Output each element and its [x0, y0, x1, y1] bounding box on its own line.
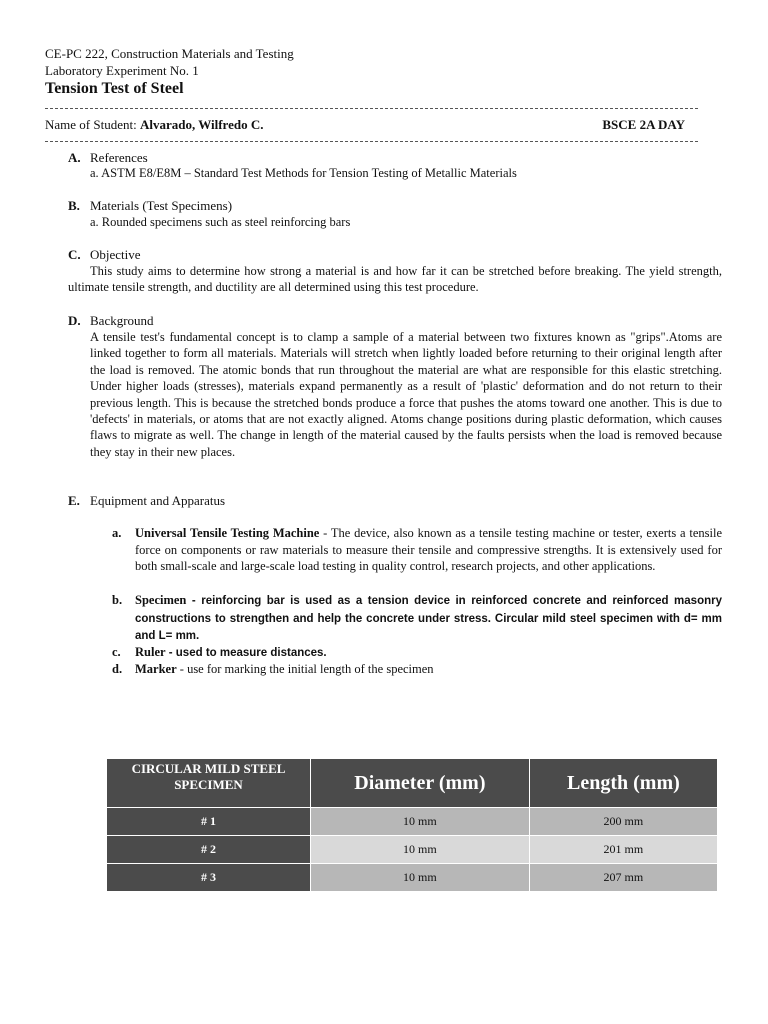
course-line: CE-PC 222, Construction Materials and Testing — [45, 46, 294, 61]
section-e-title: Equipment and Apparatus — [90, 493, 226, 508]
diameter-cell: 10 mm — [311, 808, 530, 836]
section-e-letter: E. — [68, 493, 80, 508]
divider-bottom — [45, 141, 698, 142]
section-c-letter: C. — [68, 247, 81, 262]
length-cell: 200 mm — [529, 808, 717, 836]
student-label: Name of Student: — [45, 117, 137, 132]
equipment-item-name: Marker — [135, 662, 177, 676]
diameter-cell: 10 mm — [311, 836, 530, 864]
equipment-item-text: - use for marking the initial length of the specimen — [176, 662, 434, 676]
document-title: Tension Test of Steel — [45, 80, 184, 97]
specimen-id-cell: # 1 — [107, 808, 311, 836]
diameter-cell: 10 mm — [311, 864, 530, 892]
table-header-diameter: Diameter (mm) — [311, 759, 530, 808]
section-c-title: Objective — [90, 247, 141, 262]
student-section: BSCE 2A DAY — [602, 117, 685, 132]
length-cell: 207 mm — [529, 864, 717, 892]
equipment-item-text: - reinforcing bar is used as a tension device in reinforced concrete and reinforced masonry constructions to strengthen and help the concrete under stress. Circular mild steel specimen with d= mm and L= mm. — [135, 595, 722, 643]
equipment-item-letter: d. — [112, 662, 123, 676]
section-b-letter: B. — [68, 198, 80, 213]
equipment-item-text: - The device, also known as a tensile testing machine or tester, exerts a tensile force on components or raw materials to measure their tensile and compressive strengths. It is extensively used for both small-scale and large-scale load testing in quality control, research projects, and other applications. — [135, 526, 722, 574]
equipment-item-letter: b. — [112, 593, 123, 607]
specimen-table — [106, 758, 718, 892]
table-header-specimen: CIRCULAR MILD STEEL SPECIMEN — [107, 759, 311, 808]
section-a-reference: a. ASTM E8/E8M – Standard Test Methods for Tension Testing of Metallic Materials — [90, 166, 517, 180]
section-b-title: Materials (Test Specimens) — [90, 198, 233, 213]
equipment-item-name: Specimen — [135, 593, 187, 607]
table-row — [107, 836, 718, 864]
equipment-item-text: - used to measure distances. — [165, 647, 327, 659]
background-paragraph: A tensile test's fundamental concept is to clamp a sample of a material between two fixtures known as "grips".Atoms are linked together to form all materials. Materials will stretch when lightly loaded before returning to their original length after the load is removed. The atomic bonds that run throughout the material are what are responsible for this elastic stretching. Under higher loads (stresses), materials expand permanently as a result of 'plastic' deformation and do not return to their previous length. This is because the stretched bonds produce a force that pushes the atoms toward one another. This is due to 'defects' in materials, or atoms that are not exactly aligned. Atoms change positions during plastic deformation, which causes flaws to migrate as well. The change in length of the material caused by the faults persists when the load is removed because they stay in their new places. — [90, 330, 722, 459]
student-row — [45, 117, 685, 133]
equipment-item — [112, 592, 722, 645]
section-d-letter: D. — [68, 313, 81, 328]
student-name: Alvarado, Wilfredo C. — [139, 117, 264, 132]
equipment-item-name: Ruler — [135, 645, 166, 659]
length-cell: 201 mm — [529, 836, 717, 864]
equipment-item — [112, 525, 722, 575]
specimen-id-cell: # 3 — [107, 864, 311, 892]
section-d-title: Background — [90, 313, 154, 328]
equipment-item-letter: a. — [112, 526, 122, 540]
section-a-title: References — [90, 150, 148, 165]
table-row — [107, 808, 718, 836]
equipment-item-name: Universal Tensile Testing Machine — [135, 526, 320, 540]
specimen-id-cell: # 2 — [107, 836, 311, 864]
table-row — [107, 864, 718, 892]
experiment-line: Laboratory Experiment No. 1 — [45, 63, 199, 78]
divider-top — [45, 108, 698, 109]
objective-paragraph: This study aims to determine how strong a material is and how far it can be stretched before breaking. The yield strength, ultimate tensile strength, and ductility are all determined using this test procedure. — [68, 264, 722, 295]
equipment-item — [112, 644, 722, 662]
section-b-material: a. Rounded specimens such as steel reinforcing bars — [90, 215, 351, 229]
table-header-length: Length (mm) — [529, 759, 717, 808]
equipment-item-letter: c. — [112, 645, 121, 659]
section-a-letter: A. — [68, 150, 81, 165]
table-header-row — [107, 759, 718, 808]
equipment-item — [112, 661, 722, 678]
